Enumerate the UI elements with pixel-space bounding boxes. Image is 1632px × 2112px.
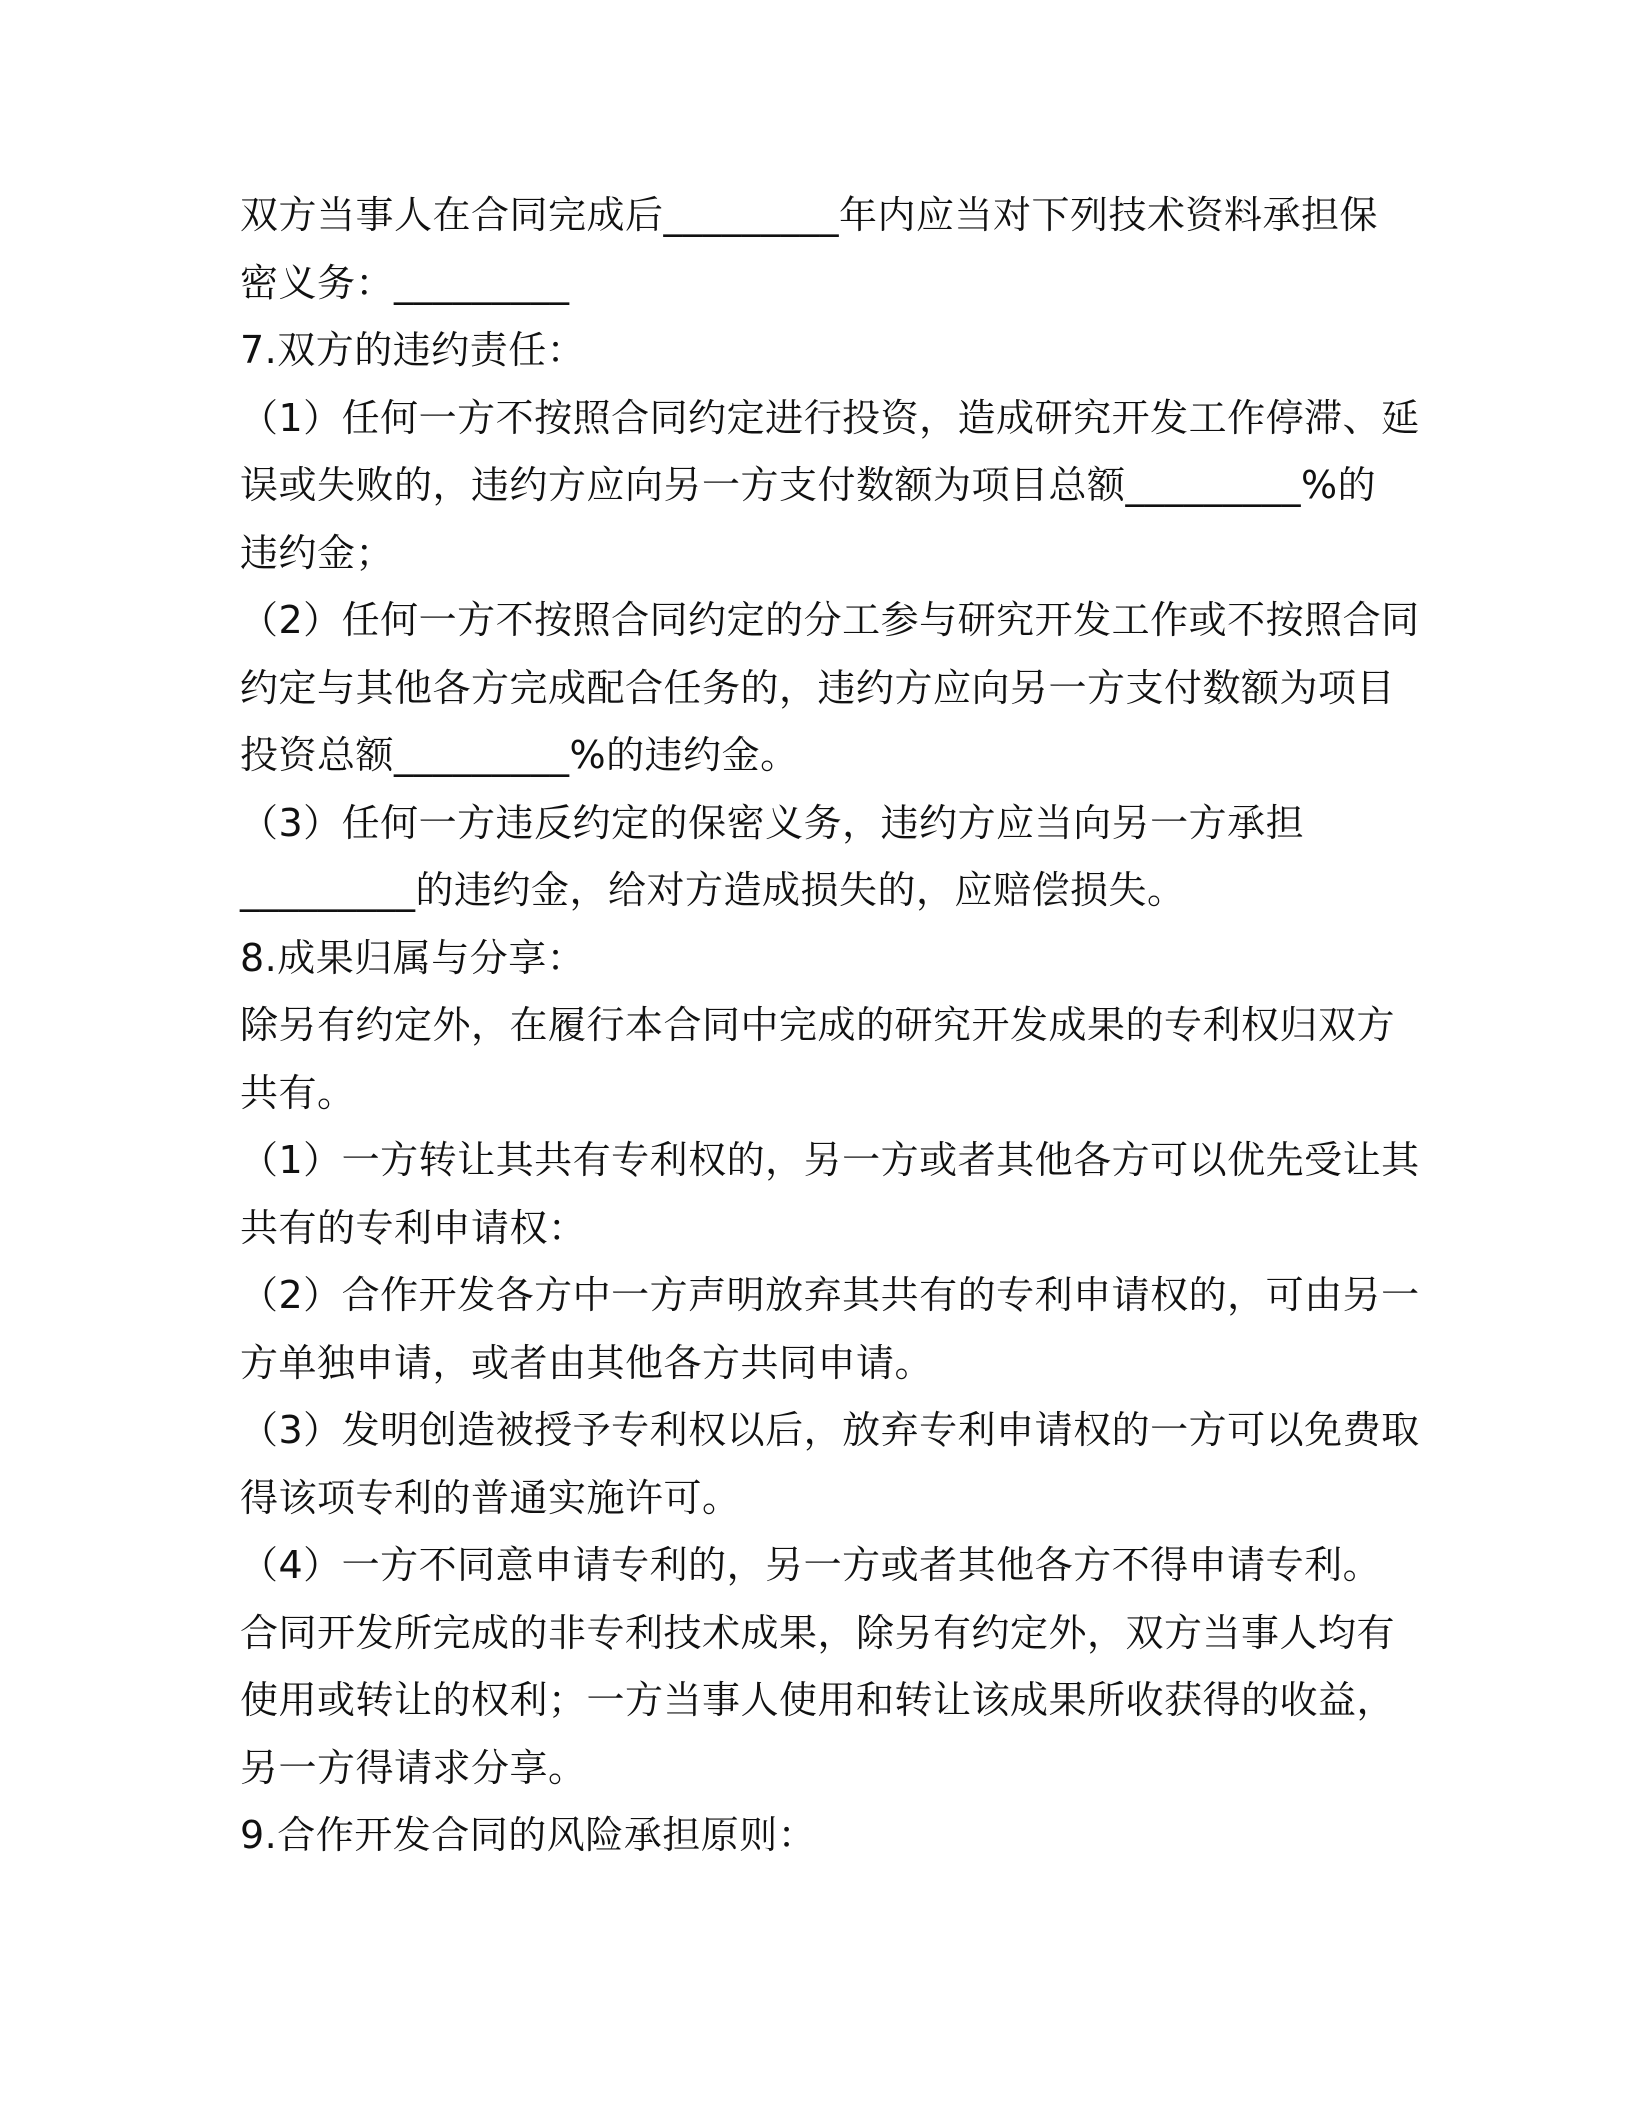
text-line: （1）一方转让其共有专利权的，另一方或者其他各方可以优先受让其	[240, 1138, 1420, 1182]
text-line: 另一方得请求分享。	[240, 1745, 587, 1790]
text-line: 双方当事人在合同完成后_________年内应当对下列技术资料承担保	[240, 193, 1379, 237]
text-line: 投资总额_________%的违约金。	[240, 733, 799, 777]
text-line: 使用或转让的权利；一方当事人使用和转让该成果所收获得的收益，	[240, 1678, 1396, 1722]
document-page	[240, 182, 1420, 1870]
text-line: （2）任何一方不按照合同约定的分工参与研究开发工作或不按照合同	[240, 598, 1420, 642]
text-line: 除另有约定外，在履行本合同中完成的研究开发成果的专利权归双方	[240, 1003, 1396, 1047]
section-heading: 8.成果归属与分享：	[240, 935, 586, 980]
section-heading: 7.双方的违约责任：	[240, 328, 586, 372]
text-line: （3）发明创造被授予专利权以后，放弃专利申请权的一方可以免费取	[240, 1408, 1420, 1452]
text-line: 共有的专利申请权：	[240, 1205, 587, 1250]
text-line: 得该项专利的普通实施许可。	[240, 1475, 741, 1520]
section-heading: 9.合作开发合同的风险承担原则：	[240, 1813, 817, 1857]
text-line: 违约金；	[240, 530, 395, 575]
text-line: （4）一方不同意申请专利的，另一方或者其他各方不得申请专利。	[240, 1543, 1382, 1587]
text-line: （1）任何一方不按照合同约定进行投资，造成研究开发工作停滞、延	[240, 395, 1420, 440]
text-line: 密义务：_________	[240, 260, 570, 305]
text-line: （3）任何一方违反约定的保密义务，违约方应当向另一方承担	[240, 800, 1305, 845]
text-line: 误或失败的，违约方应向另一方支付数额为项目总额_________%的	[240, 463, 1377, 507]
text-line: _________的违约金，给对方造成损失的，应赔偿损失。	[240, 868, 1186, 912]
text-line: 方单独申请，或者由其他各方共同申请。	[240, 1340, 934, 1385]
text-line: （2）合作开发各方中一方声明放弃其共有的专利申请权的，可由另一	[240, 1273, 1420, 1317]
text-line: 合同开发所完成的非专利技术成果，除另有约定外，双方当事人均有	[240, 1610, 1396, 1655]
text-line: 共有。	[240, 1070, 356, 1115]
text-line: 约定与其他各方完成配合任务的，违约方应向另一方支付数额为项目	[240, 665, 1396, 710]
